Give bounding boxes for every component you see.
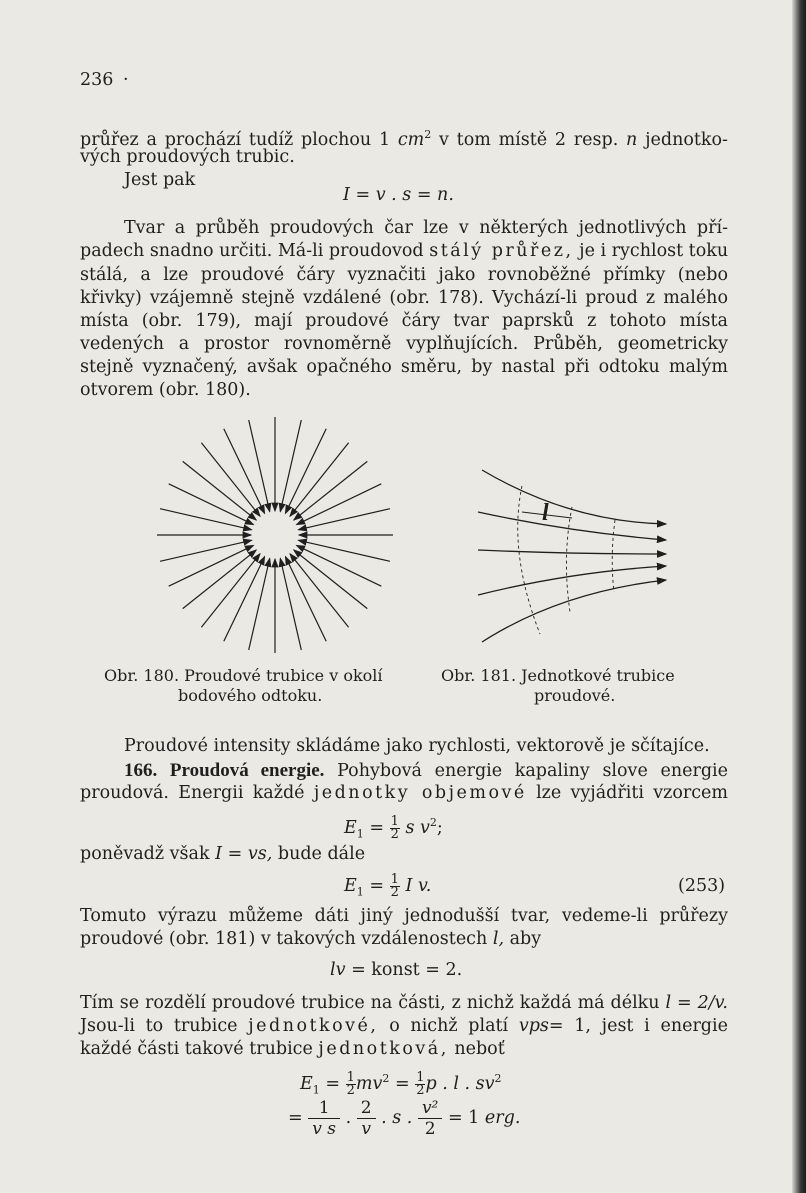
sink-ray xyxy=(169,484,254,525)
sink-ray xyxy=(294,550,368,609)
sink-ray xyxy=(201,554,260,628)
equation-253: $E_1$ = $\frac{1}{2}$ I v. xyxy=(344,872,432,900)
paragraph-5-line-1: Tomuto výrazu můžeme dáti jiný jednodušší tvar, vedeme-li průřezy xyxy=(80,906,728,926)
figure-180-radial-sink xyxy=(150,410,400,660)
flow-line-2 xyxy=(478,512,666,540)
sink-ray xyxy=(285,557,326,642)
flow-line-1 xyxy=(482,470,666,524)
equation-number-253: (253) xyxy=(678,876,726,896)
paragraph-3-line-1: Proudové intensity skládáme jako rychlosti, vektorově je sčítajíce. xyxy=(124,736,710,756)
length-label-l: l xyxy=(542,500,549,526)
cross-section-2 xyxy=(566,507,572,612)
paragraph-2-line-8: otvorem (obr. 180). xyxy=(80,380,251,400)
sink-ray xyxy=(160,509,252,530)
section-166-heading-line: 166. Proudová energie. Pohybová energie kapaliny slove energie xyxy=(124,760,728,781)
cross-section-1 xyxy=(518,486,540,634)
sink-ray xyxy=(160,540,252,561)
section-title: Proudová energie. xyxy=(169,760,325,781)
sink-ray xyxy=(297,545,382,586)
paragraph-1-line-1: průřez a prochází tudíž plochou 1 $cm^2$ v tom místě 2 resp. n jednotko- xyxy=(80,128,728,150)
sink-ray xyxy=(280,420,301,512)
paragraph-2-line-6: vedených a prostor rovnoměrně vyplňujících. Průběh, geometricky xyxy=(80,334,728,354)
paragraph-2-line-3: stálá, a lze proudové čáry vyznačiti jako rovnoběžné přímky (nebo xyxy=(80,265,728,285)
sink-ray xyxy=(298,509,390,530)
sink-ray xyxy=(297,484,382,525)
paragraph-6-line-3: každé části takové trubice jednotková, neboť xyxy=(80,1039,505,1059)
paragraph-1-line-2: vých proudových trubic. xyxy=(80,147,295,167)
sink-ray xyxy=(249,558,270,650)
sink-ray xyxy=(169,545,254,586)
equation-e1-mv2: $E_1$ = $\frac{1}{2}$ $mv^2$ = $\frac{1}{2}$ p . l . $sv^2$ xyxy=(300,1069,502,1098)
sink-ray xyxy=(224,557,265,642)
paragraph-5-line-2: proudové (obr. 181) v takových vzdálenostech l, aby xyxy=(80,929,542,949)
paragraph-2-line-7: stejně vyznačený, avšak opačného směru, by nastal při odtoku malým xyxy=(80,357,728,377)
flow-line-3 xyxy=(478,550,666,554)
sink-ray xyxy=(280,558,301,650)
page-number: 236 · xyxy=(80,70,129,90)
figure-180-caption-line-1: Obr. 180. Proudové trubice v okolí xyxy=(104,666,383,685)
paragraph-2-line-1: Tvar a průběh proudových čar lze v některých jednotlivých pří- xyxy=(124,218,728,238)
sink-ray xyxy=(183,461,257,520)
sink-ray xyxy=(285,429,326,514)
sink-ray xyxy=(290,554,349,628)
paragraph-2-line-5: místa (obr. 179), mají proudové čáry tvar paprsků z tohoto místa xyxy=(80,311,728,331)
sink-ray xyxy=(183,550,257,609)
figure-181-unit-tubes xyxy=(470,462,670,652)
paragraph-2-line-4: křivky) vzájemně stejně vzdálené (obr. 178). Vychází-li proud z malého xyxy=(80,288,728,308)
figure-180-caption-line-2: bodového odtoku. xyxy=(178,686,323,705)
sink-ray xyxy=(298,540,390,561)
sink-ray xyxy=(294,461,368,520)
equation-i-v-s-n: I = v . s = n. xyxy=(343,185,454,205)
sink-ray xyxy=(290,443,349,517)
equation-e1-half-sv2: $E_1$ = $\frac{1}{2}$ s $v^2$; xyxy=(344,813,443,842)
cross-section-3 xyxy=(612,520,615,592)
equation-lv-konst: lv = konst = 2. xyxy=(330,960,463,980)
paragraph-3-line-3: proudová. Energii každé jednotky objemové lze vyjádřiti vzorcem xyxy=(80,783,728,803)
page-edge-shadow xyxy=(792,0,806,1193)
paragraph-2-line-2: padech snadno určiti. Má-li proudovod stálý průřez, je i rychlost toku xyxy=(80,241,729,261)
paragraph-6-line-1: Tím se rozdělí proudové trubice na části, z nichž každá má délku l = 2/v. xyxy=(80,993,728,1013)
flow-line-4 xyxy=(478,566,666,595)
paragraph-6-line-2: Jsou-li to trubice jednotkové, o nichž platí vps= 1, jest i energie xyxy=(80,1016,728,1036)
flow-line-5 xyxy=(482,580,666,642)
paragraph-4: poněvadž však I = vs, bude dále xyxy=(80,844,366,864)
figure-181-caption-line-2: proudové. xyxy=(534,686,616,705)
figure-181-caption-line-1: Obr. 181. Jednotkové trubice xyxy=(441,666,675,685)
sink-ray xyxy=(249,420,270,512)
sink-ray xyxy=(224,429,265,514)
paragraph-1-line-3: Jest pak xyxy=(124,170,196,190)
equation-one-erg: = $\frac{1}{\text{v s}}$ . $\frac{2}{v}$ . s . $\frac{\text{v²}}{2}$ = 1 erg. xyxy=(288,1098,521,1139)
sink-ray xyxy=(201,443,260,517)
section-number: 166. xyxy=(124,760,158,781)
